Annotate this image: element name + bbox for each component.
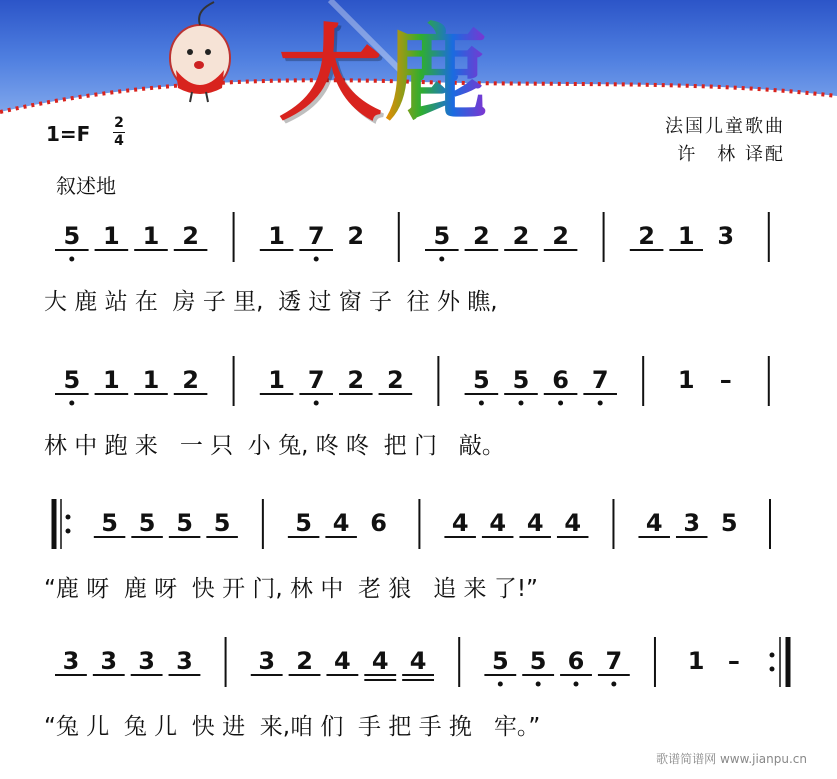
note: 1 <box>677 366 695 394</box>
lyrics-line-3: “鹿 呀 鹿 呀 快 开 门, 林 中 老 狼 追 来 了!” <box>44 576 538 602</box>
lyrics-line-1: 大 鹿 站 在 房 子 里, 透 过 窗 子 往 外 瞧, <box>44 289 498 315</box>
note: 1 <box>687 647 705 675</box>
octave-dot-below <box>498 682 503 687</box>
note: 7 <box>307 366 325 394</box>
time-bottom: 4 <box>114 133 124 149</box>
octave-dot-below <box>574 682 579 687</box>
repeat-dot <box>770 653 775 658</box>
repeat-dot <box>770 667 775 672</box>
note: 4 <box>371 647 389 675</box>
octave-dot-below <box>479 401 484 406</box>
octave-dot-below <box>518 401 523 406</box>
note: 4 <box>409 647 427 675</box>
watermark: 歌谱简谱网 www.jianpu.cn <box>656 752 807 766</box>
note: 5 <box>720 509 738 537</box>
note: 1 <box>677 222 695 250</box>
note: 5 <box>295 509 312 537</box>
credit-translator: 许 林 译配 <box>677 144 785 165</box>
note: 4 <box>645 509 663 537</box>
lyrics-line-4: “兔 儿 兔 儿 快 进 来,咱 们 手 把 手 挽 牢。” <box>44 714 541 740</box>
note: 1 <box>103 222 120 250</box>
note: – <box>719 366 732 394</box>
note: 2 <box>638 222 655 250</box>
credit-origin: 法国儿童歌曲 <box>665 116 785 137</box>
note: 2 <box>347 366 365 394</box>
note: 2 <box>512 222 530 250</box>
tempo-marking: 叙述地 <box>56 174 116 198</box>
note: 6 <box>567 647 585 675</box>
lyrics-line-2: 林 中 跑 来 一 只 小 兔, 咚 咚 把 门 敲。 <box>44 433 505 459</box>
note: 4 <box>489 509 507 537</box>
note: 5 <box>101 509 118 537</box>
note: 7 <box>591 366 609 394</box>
note: 5 <box>491 647 509 675</box>
octave-dot-below <box>69 257 74 262</box>
note: 5 <box>138 509 156 537</box>
note: 5 <box>473 366 490 394</box>
note: 5 <box>433 222 451 250</box>
note: 5 <box>213 509 231 537</box>
note: 2 <box>552 222 569 250</box>
note: 4 <box>564 509 582 537</box>
note: 2 <box>387 366 404 394</box>
note: 2 <box>296 647 313 675</box>
note: 5 <box>63 222 81 250</box>
note: 3 <box>717 222 735 250</box>
note: 2 <box>347 222 365 250</box>
note: 1 <box>103 366 120 394</box>
note: 3 <box>258 647 276 675</box>
octave-dot-below <box>558 401 563 406</box>
note: 1 <box>142 366 160 394</box>
note: 3 <box>62 647 80 675</box>
note: 5 <box>529 647 547 675</box>
title-char-2: 鹿 <box>384 13 491 135</box>
note: 1 <box>142 222 160 250</box>
note: 7 <box>605 647 623 675</box>
octave-dot-below <box>598 401 603 406</box>
note: 3 <box>138 647 155 675</box>
note: 4 <box>526 509 544 537</box>
note: 1 <box>268 222 285 250</box>
note: 7 <box>307 222 325 250</box>
note: 3 <box>100 647 118 675</box>
time-top: 2 <box>114 115 124 131</box>
title-char-1: 大 <box>278 13 385 135</box>
note: 6 <box>370 509 388 537</box>
octave-dot-below <box>536 682 541 687</box>
note: 4 <box>334 647 351 675</box>
octave-dot-below <box>69 401 74 406</box>
note: 5 <box>63 366 81 394</box>
octave-dot-below <box>314 401 319 406</box>
note: 1 <box>268 366 285 394</box>
repeat-dot <box>66 515 71 520</box>
note: 4 <box>451 509 469 537</box>
note: 6 <box>552 366 569 394</box>
note: 5 <box>176 509 193 537</box>
note: 2 <box>182 366 199 394</box>
note: 3 <box>176 647 193 675</box>
note: 4 <box>332 509 350 537</box>
key-signature: 1=F <box>46 122 91 146</box>
octave-dot-below <box>439 257 444 262</box>
note: – <box>727 647 740 675</box>
note: 2 <box>473 222 490 250</box>
octave-dot-below <box>314 257 319 262</box>
octave-dot-below <box>611 682 616 687</box>
note: 2 <box>182 222 199 250</box>
note: 5 <box>512 366 530 394</box>
repeat-dot <box>66 529 71 534</box>
note: 3 <box>683 509 701 537</box>
